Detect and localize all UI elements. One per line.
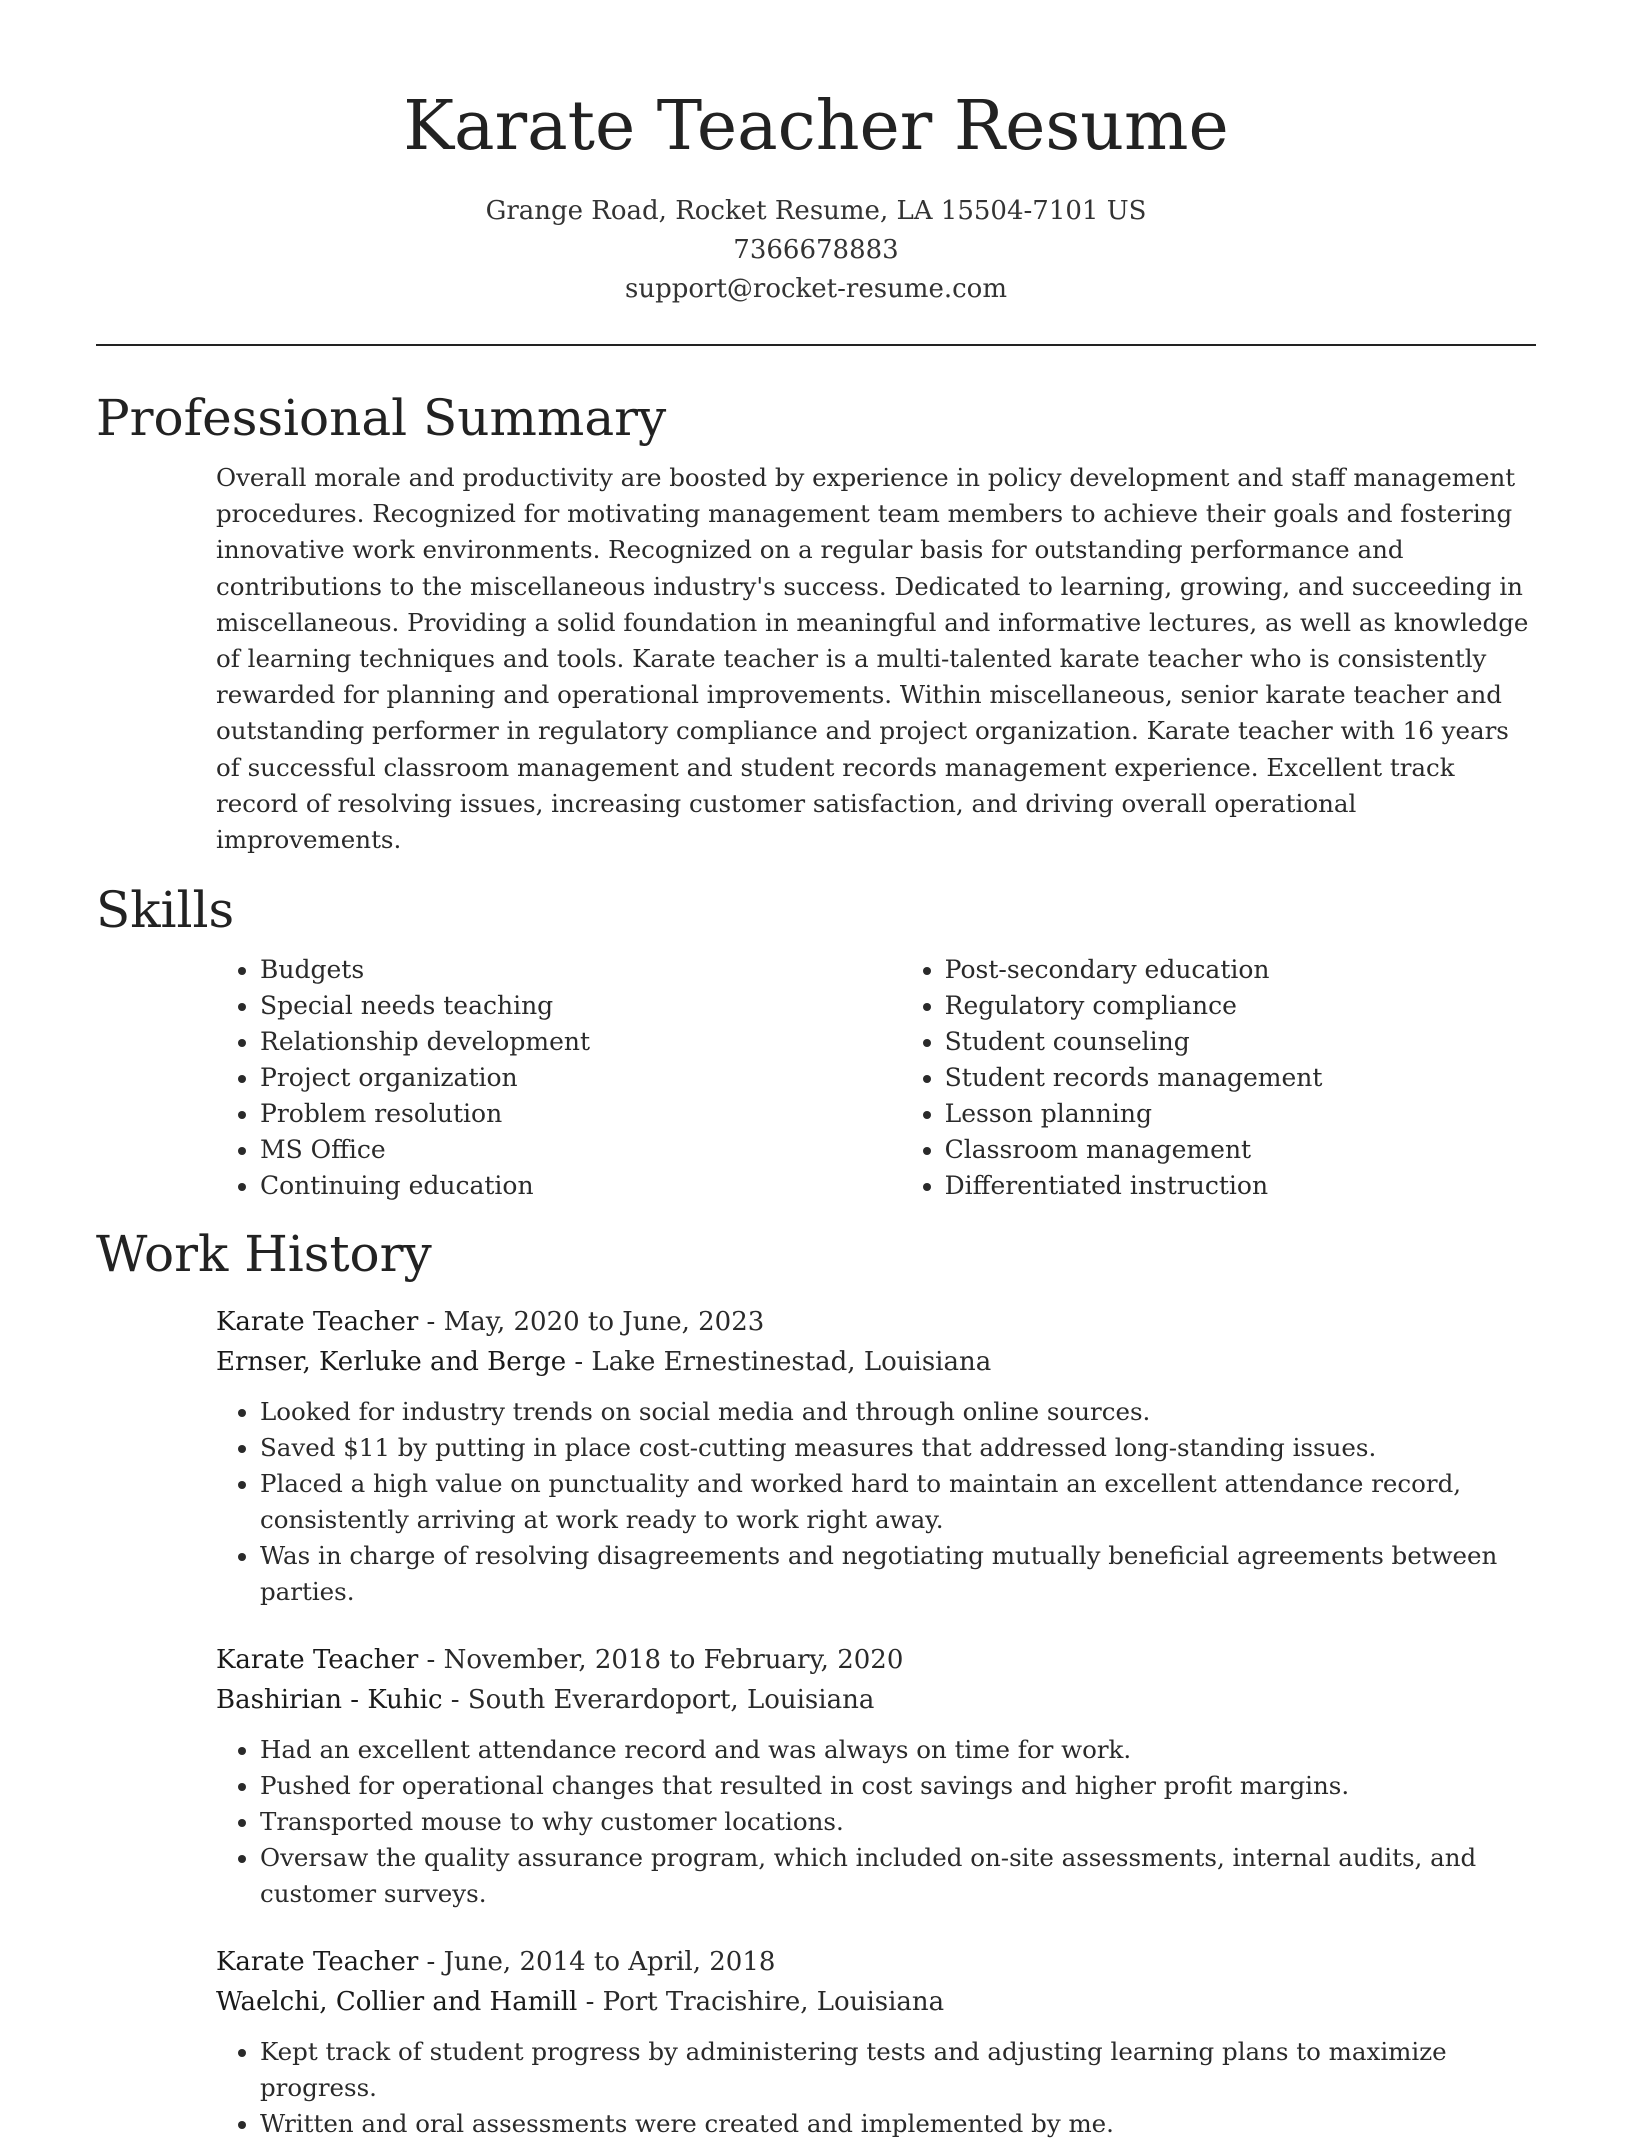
job-position: Karate Teacher [216,1645,419,1676]
job-position: Karate Teacher [216,1307,419,1338]
phone: 7366678883 [733,235,899,265]
job-location: - Port Tracishire, Louisiana [577,1987,945,2018]
job-bullet: • Placed a high value on punctuality and worked hard to maintain an excellent attendance record, consistently arriving at work ready to work right away. [260,1466,1536,1538]
job-company: Waelchi, Collier and Hamill [216,1987,578,2018]
skill-item: • Relationship development [260,1024,901,1060]
job-bullet: • Pushed for operational changes that resulted in cost savings and higher profit margins. [260,1768,1536,1804]
skills-heading: Skills [96,881,235,940]
job-bullet: • Had an excellent attendance record and was always on time for work. [260,1732,1536,1768]
email: support@rocket-resume.com [624,274,1007,304]
job-entry [216,1640,1536,1912]
skill-item: • Student counseling [945,1024,1536,1060]
skill-item: • Budgets [260,952,901,988]
skills-column-left [216,952,901,1204]
header-divider [96,344,1536,346]
job-location: - South Everardoport, Louisiana [442,1685,875,1716]
skill-item: • Post-secondary education [945,952,1536,988]
job-bullets [216,1732,1536,1912]
skills-column-right [901,952,1536,1204]
skill-item: • Special needs teaching [260,988,901,1024]
summary-heading: Professional Summary [96,389,667,447]
job-company: Bashirian - Kuhic [216,1685,443,1716]
job-bullet: • Looked for industry trends on social media and through online sources. [260,1394,1536,1430]
job-bullets [216,1394,1536,1610]
summary-text: Overall morale and productivity are boosted by experience in policy development and staff management procedures. Recognized for motivating management team members to achieve their goals and fostering innovative work environments. Recognized on a regular basis for outstanding performance and contributions to the miscellaneous industry's success. Dedicated to learning, growing, and succeeding in miscellaneous. Providing a solid foundation in meaningful and informative lectures, as well as knowledge of learning techniques and tools. Karate teacher is a multi-talented karate teacher who is consistently rewarded for planning and operational improvements. Within miscellaneous, senior karate teacher and outstanding performer in regulatory compliance and project organization. Karate teacher with 16 years of successful classroom management and student records management experience. Excellent track record of resolving issues, increasing customer satisfaction, and driving overall operational improvements. [216,463,1529,855]
job-bullet: • Oversaw the quality assurance program, which included on-site assessments, internal audits, and customer surveys. [260,1840,1536,1912]
address: Grange Road, Rocket Resume, LA 15504-7101 US [485,196,1147,226]
skill-item: • Project organization [260,1060,901,1096]
job-entry [216,1302,1536,1610]
resume-page [96,0,1536,2142]
skill-item: • MS Office [260,1132,901,1168]
job-location: - Lake Ernestinestad, Louisiana [566,1347,992,1378]
work-history-heading: Work History [96,1225,432,1284]
skills-list [216,952,1536,1204]
job-position: Karate Teacher [216,1947,419,1978]
skill-item: • Classroom management [945,1132,1536,1168]
job-dates: - November, 2018 to February, 2020 [418,1645,904,1676]
job-dates: - May, 2020 to June, 2023 [418,1307,765,1338]
skill-item: • Lesson planning [945,1096,1536,1132]
skill-item: • Differentiated instruction [945,1168,1536,1204]
job-bullet: • Transported mouse to why customer locations. [260,1804,1536,1840]
job-company: Ernser, Kerluke and Berge [216,1347,567,1378]
job-title-line [216,1640,1536,1680]
job-company-line [216,1342,1536,1382]
skill-item: • Student records management [945,1060,1536,1096]
job-title-line [216,1302,1536,1342]
resume-header [96,0,1536,309]
job-entry [216,1942,1536,2142]
skill-item: • Regulatory compliance [945,988,1536,1024]
skill-item: • Problem resolution [260,1096,901,1132]
job-bullet: • Saved $11 by putting in place cost-cutting measures that addressed long-standing issues. [260,1430,1536,1466]
job-bullet: • Kept track of student progress by administering tests and adjusting learning plans to maximize progress. [260,2034,1536,2106]
resume-title: Karate Teacher Resume [403,87,1229,166]
skill-item: • Continuing education [260,1168,901,1204]
job-bullets [216,2034,1536,2142]
job-company-line [216,1680,1536,1720]
job-title-line [216,1942,1536,1982]
contact-info [96,192,1536,309]
job-bullet: • Was in charge of resolving disagreements and negotiating mutually beneficial agreements between parties. [260,1538,1536,1610]
job-bullet: • Written and oral assessments were created and implemented by me. [260,2106,1536,2142]
job-dates: - June, 2014 to April, 2018 [418,1947,776,1978]
job-company-line [216,1982,1536,2022]
